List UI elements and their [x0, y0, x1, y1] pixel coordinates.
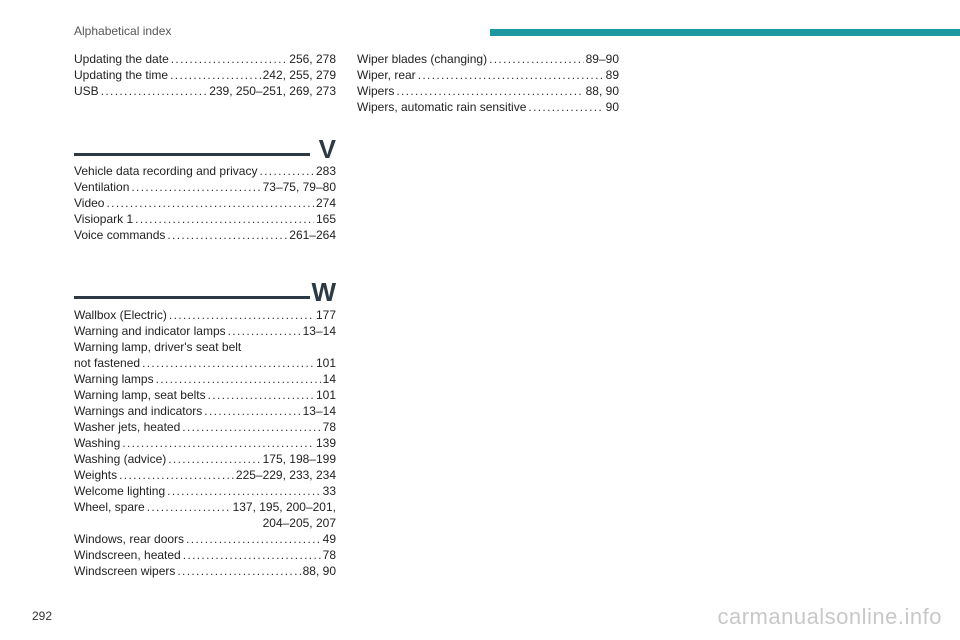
section-rule	[74, 296, 310, 299]
entry-term: Windscreen, heated	[74, 548, 181, 562]
entry-pages: 239, 250–251, 269, 273	[209, 84, 336, 98]
entry-term: Washer jets, heated	[74, 420, 181, 434]
entry-pages: 274	[315, 196, 336, 210]
index-group-u	[74, 51, 336, 99]
index-entry	[74, 387, 336, 403]
index-entry	[74, 163, 336, 179]
entry-pages: 101	[315, 356, 336, 370]
entry-pages: 175, 198–199	[262, 452, 336, 466]
index-entry	[74, 531, 336, 547]
entry-pages: 256, 278	[289, 52, 336, 66]
entry-pages: 49	[322, 532, 336, 546]
index-entry	[74, 563, 336, 579]
section-letter: W	[311, 277, 336, 307]
index-entry	[74, 307, 336, 323]
index-entry	[74, 51, 336, 67]
index-entry	[74, 403, 336, 419]
section-letter: V	[318, 134, 336, 164]
entry-term: Wipers, automatic rain sensitive	[357, 100, 527, 114]
entry-pages: 165	[315, 212, 336, 226]
entry-term: Wiper, rear	[357, 68, 416, 82]
entry-pages: 283	[315, 164, 336, 178]
index-entry-multiline	[74, 339, 336, 371]
section-header-v	[74, 132, 336, 162]
entry-term: Warning lamp, driver's seat belt	[74, 340, 242, 354]
entry-pages: 242, 255, 279	[262, 68, 336, 82]
index-group-right	[357, 51, 619, 115]
entry-term: Wiper blades (changing)	[357, 52, 488, 66]
index-entry	[74, 83, 336, 99]
index-entry	[74, 67, 336, 83]
index-entry-multiline	[74, 499, 336, 531]
entry-term: Wipers	[357, 84, 395, 98]
entry-term: Voice commands	[74, 228, 166, 242]
index-entry	[74, 179, 336, 195]
entry-pages: 89	[605, 68, 619, 82]
entry-term-continued: not fastened	[74, 356, 141, 370]
entry-term: Warning lamps	[74, 372, 154, 386]
index-entry	[74, 435, 336, 451]
index-entry	[357, 67, 619, 83]
entry-term: Updating the date	[74, 52, 169, 66]
entry-term: USB	[74, 84, 99, 98]
index-entry	[74, 227, 336, 243]
entry-term: Warning lamp, seat belts	[74, 388, 206, 402]
index-entry	[74, 371, 336, 387]
entry-term: Vehicle data recording and privacy	[74, 164, 258, 178]
entry-term: Wheel, spare	[74, 500, 145, 514]
index-group-v	[74, 163, 336, 243]
entry-pages: 90	[605, 100, 619, 114]
index-entry	[74, 211, 336, 227]
index-group-w	[74, 307, 336, 579]
entry-pages: 88, 90	[302, 564, 336, 578]
entry-term: Windscreen wipers	[74, 564, 176, 578]
index-entry	[74, 547, 336, 563]
entry-term: Updating the time	[74, 68, 169, 82]
entry-term: Windows, rear doors	[74, 532, 185, 546]
entry-pages: 137, 195, 200–201,	[232, 500, 336, 514]
entry-pages: 177	[315, 308, 336, 322]
entry-term: Video	[74, 196, 105, 210]
entry-pages: 73–75, 79–80	[262, 180, 336, 194]
entry-term: Visiopark 1	[74, 212, 134, 226]
entry-term: Washing (advice)	[74, 452, 167, 466]
section-rule	[74, 153, 310, 156]
entry-pages: 225–229, 233, 234	[235, 468, 336, 482]
index-entry	[357, 99, 619, 115]
entry-pages: 13–14	[302, 324, 336, 338]
index-entry	[74, 451, 336, 467]
index-entry	[357, 83, 619, 99]
entry-pages: 78	[322, 548, 336, 562]
entry-term: Weights	[74, 468, 118, 482]
entry-pages: 13–14	[302, 404, 336, 418]
entry-term: Ventilation	[74, 180, 130, 194]
entry-pages: 101	[315, 388, 336, 402]
section-header-w	[74, 275, 336, 305]
watermark: carmanualsonline.info	[717, 604, 942, 629]
index-entry	[74, 467, 336, 483]
running-header-title: Alphabetical index	[74, 24, 172, 38]
entry-pages: 139	[315, 436, 336, 450]
header-accent-bar	[490, 29, 960, 36]
entry-pages: 14	[322, 372, 336, 386]
entry-term: Warning and indicator lamps	[74, 324, 226, 338]
index-entry	[74, 323, 336, 339]
page-number: 292	[32, 609, 53, 623]
entry-pages: 88, 90	[585, 84, 619, 98]
entry-pages-continued: 204–205, 207	[262, 516, 336, 530]
entry-term: Welcome lighting	[74, 484, 166, 498]
entry-term: Warnings and indicators	[74, 404, 203, 418]
index-entry	[74, 483, 336, 499]
entry-term: Wallbox (Electric)	[74, 308, 167, 322]
entry-pages: 89–90	[585, 52, 619, 66]
entry-pages: 33	[322, 484, 336, 498]
entry-pages: 261–264	[289, 228, 336, 242]
index-entry	[74, 195, 336, 211]
entry-pages: 78	[322, 420, 336, 434]
entry-term: Washing	[74, 436, 121, 450]
index-entry	[357, 51, 619, 67]
index-entry	[74, 419, 336, 435]
